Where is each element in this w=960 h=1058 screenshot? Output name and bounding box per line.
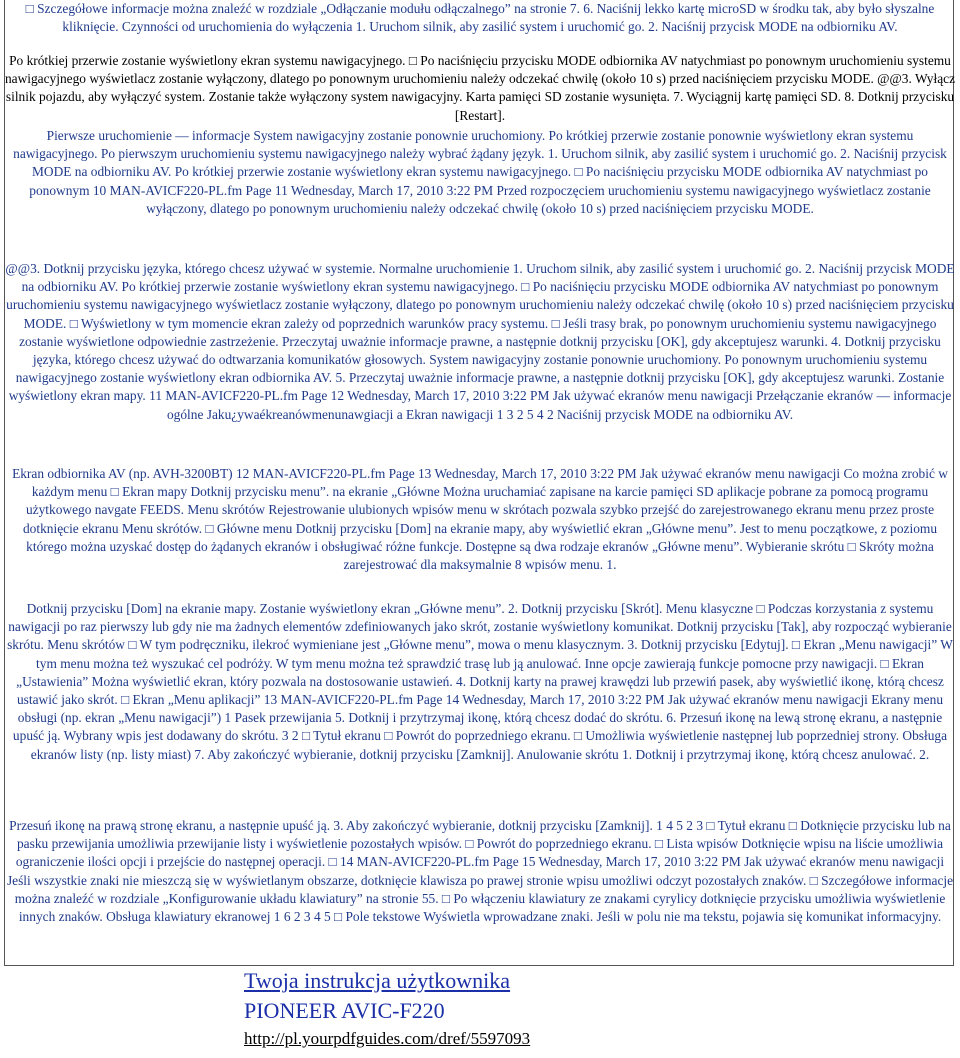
product-name-link[interactable]: PIONEER AVIC-F220 bbox=[244, 998, 445, 1023]
source-url-link[interactable]: http://pl.yourpdfguides.com/dref/5597093 bbox=[244, 1029, 531, 1048]
text-block-3: Pierwsze uruchomienie — informacje System nawigacyjny zostanie ponownie uruchomiony. Po krótkiej przerwie zostanie ponownie wyświetlony ekran systemu nawigacyjnego. Po pierwszym uruchomieniu systemu nawigacyjnego należy wybrać żądany język. 1. Uruchom silnik, aby zasilić system i uruchomić go. 2. Naciśnij przycisk MODE na odbiorniku AV. Po krótkiej przerwie zostanie wyświetlony ekran systemu nawigacyjnego. □ Po naciśnięciu przycisku MODE odbiornika AV natychmiast po ponownym 10 MAN-AVICF220-PL.fm Page 11 Wednesday, March 17, 2010 3:22 PM Przed rozpoczęciem uruchomieniu systemu nawigacyjnego wyświetlacz zostanie wyłączony, dlatego po ponownym uruchomieniu należy odczekać chwilę (około 10 s) przed naciśnięciem przycisku MODE. bbox=[13, 128, 947, 216]
text-block-6: Dotknij przycisku [Dom] na ekranie mapy. Zostanie wyświetlony ekran „Główne menu”. 2. Dotknij przycisku [Skrót]. Menu klasyczne □ Podczas korzystania z systemu nawigacji po raz pierwszy lub gdy nie ma żadnych elementów zdefiniowanych jako skrót, zostanie wyświetlony komunikat. Dotknij przycisku [Tak], aby rozpocząć wybieranie skrótu. Menu skrótów □ W tym podręczniku, ilekroć wymieniane jest „Główne menu”, mowa o menu klasycznym. 3. Dotknij przycisku [Edytuj]. □ Ekran „Menu nawigacji” W tym menu można też wyszukać cel podróży. W tym menu można też sprawdzić trasę lub ją anulować. Inne opcje zawierają funkcje pomocne przy nawigacji. □ Ekran „Ustawienia” Można wyświetlić ekran, który pozwala na dostosowanie ustawień. 4. Dotknij karty na prawej krawędzi lub przewiń pasek, aby wyświetlić ikonę, którą chcesz ustawić jako skrót. □ Ekran „Menu aplikacji” 13 MAN-AVICF220-PL.fm Page 14 Wednesday, March 17, 2010 3:22 PM Jak używać ekranów menu nawigacji Ekrany menu obsługi (np. ekran „Menu nawigacji”) 1 Pasek przewijania 5. Dotknij i przytrzymaj ikonę, którą chcesz dodać do skrótu. 6. Przesuń ikonę na lewą stronę ekranu, a następnie upuść ją. Wybrany wpis jest dodawany do skrótu. 3 2 □ Tytuł ekranu □ Powrót do poprzedniego ekranu. □ Umożliwia wyświetlenie następnej lub poprzedniej strony. Obsługa ekranów listy (np. listy miast) 7. Aby zakończyć wybieranie, dotknij przycisku [Zamknij]. Anulowanie skrótu 1. Dotknij i przytrzymaj ikonę, którą chcesz anulować. 2. bbox=[7, 601, 953, 762]
manual-title-link[interactable]: Twoja instrukcja użytkownika bbox=[244, 968, 511, 993]
text-block-1: □ Szczegółowe informacje można znaleźć w rozdziale „Odłączanie modułu odłączalnego” na stronie 7. 6. Naciśnij lekko kartę microSD w środku tak, aby było słyszalne kliknięcie. Czynności od uruchomienia do wyłączenia 1. Uruchom silnik, aby zasilić system i uruchomić go. 2. Naciśnij przycisk MODE na odbiorniku AV. bbox=[25, 1, 935, 35]
text-block-5: Ekran odbiornika AV (np. AVH-3200BT) 12 MAN-AVICF220-PL.fm Page 13 Wednesday, March 17, 2010 3:22 PM Jak używać ekranów menu nawigacji Co można zrobić w każdym menu □ Ekran mapy Dotknij przycisku menu”. na ekranie „Główne Można uruchamiać zapisane na karcie pamięci SD aplikacje pobrane za pomocą programu użytkowego navgate FEEDS. Menu skrótów Rejestrowanie ulubionych wpisów menu w skrótach pozwala szybko przejść do zarejestrowanego ekranu menu przez proste dotknięcie ekranu Menu skrótów. □ Główne menu Dotknij przycisku [Dom] na ekranie mapy, aby wyświetlić ekran „Główne menu”. Jest to menu początkowe, z poziomu którego można uzyskać dostęp do żądanych ekranów i obsługiwać różne funkcje. Dostępne są dwa rodzaje ekranów „Główne menu”. Wybieranie skrótu □ Skróty można zarejestrować dla maksymalnie 8 wpisów menu. 1. bbox=[12, 466, 948, 573]
text-block-7: Przesuń ikonę na prawą stronę ekranu, a następnie upuść ją. 3. Aby zakończyć wybieranie, dotknij przycisku [Zamknij]. 1 4 5 2 3 □ Tytuł ekranu □ Dotknięcie przycisku lub na pasku przewijania umożliwia przewijanie listy i wyświetlenie pozostałych wpisów. □ Powrót do poprzedniego ekranu. □ Lista wpisów Dotknięcie wpisu na liście umożliwia ograniczenie ilości opcji i przejście do następnej operacji. □ 14 MAN-AVICF220-PL.fm Page 15 Wednesday, March 17, 2010 3:22 PM Jak używać ekranów menu nawigacji Jeśli wszystkie znaki nie mieszczą się w wyświetlanym obszarze, dotknięcie klawisza po prawej stronie wpisu umożliwi odczyt pozostałych znaków. □ Szczegółowe informacje można znaleźć w rozdziale „Konfigurowanie układu klawiatury” na stronie 55. □ Po włączeniu klawiatury ze znakami cyrylicy dotknięcie przycisku umożliwia wyświetlenie innych znaków. Obsługa klawiatury ekranowej 1 6 2 3 4 5 □ Pole tekstowe Wyświetla wprowadzane znaki. Jeśli w polu nie ma tekstu, pojawia się komunikat informacyjny. bbox=[6, 818, 954, 925]
footer-links bbox=[244, 966, 704, 1051]
text-block-2: Po krótkiej przerwie zostanie wyświetlony ekran systemu nawigacyjnego. □ Po naciśnięciu przycisku MODE odbiornika AV natychmiast po ponownym uruchomieniu systemu nawigacyjnego wyświetlacz zostanie wyłączony, dlatego po ponownym uruchomieniu należy odczekać chwilę (około 10 s) przed naciśnięciem przycisku MODE. @@3. Wyłącz silnik pojazdu, aby wyłączyć system. Zostanie także wyłączony system nawigacyjny. Karta pamięci SD zostanie wysunięta. 7. Wyciągnij kartę pamięci SD. 8. Dotknij przycisku [Restart]. bbox=[4, 53, 956, 123]
text-block-4: @@3. Dotknij przycisku języka, którego chcesz używać w systemie. Normalne uruchomienie 1. Uruchom silnik, aby zasilić system i uruchomić go. 2. Naciśnij przycisk MODE na odbiorniku AV. Po krótkiej przerwie zostanie wyświetlony ekran systemu nawigacyjnego. □ Po naciśnięciu przycisku MODE odbiornika AV natychmiast po ponownym uruchomieniu systemu nawigacyjnego wyświetlacz zostanie wyłączony, dlatego po ponownym uruchomieniu należy odczekać chwilę (około 10 s) przed naciśnięciem przycisku MODE. □ Wyświetlony w tym momencie ekran zależy od poprzednich warunków pracy systemu. □ Jeśli trasy brak, po ponownym uruchomieniu systemu nawigacyjnego zostanie wyświetlone odpowiednie zastrzeżenie. Przeczytaj uważnie informacje prawne, a następnie dotknij przycisku [OK], gdy akceptujesz warunki. 4. Dotknij przycisku języka, którego chcesz używać do odtwarzania komunikatów głosowych. System nawigacyjny zostanie ponownie uruchomiony. Po ponownym uruchomieniu systemu nawigacyjnego zostanie wyświetlony ekran odbiornika AV. 5. Przeczytaj uważnie informacje prawne, a następnie dotknij przycisku [OK], gdy akceptujesz warunki. Zostanie wyświetlony ekran mapy. 11 MAN-AVICF220-PL.fm Page 12 Wednesday, March 17, 2010 3:22 PM Jak używać ekranów menu nawigacji Przełączanie ekranów — informacje ogólne Jaku¿ywaékreanówmenunawgiacji a Ekran nawigacji 1 3 2 5 4 2 Naciśnij przycisk MODE na odbiorniku AV. bbox=[5, 261, 955, 422]
